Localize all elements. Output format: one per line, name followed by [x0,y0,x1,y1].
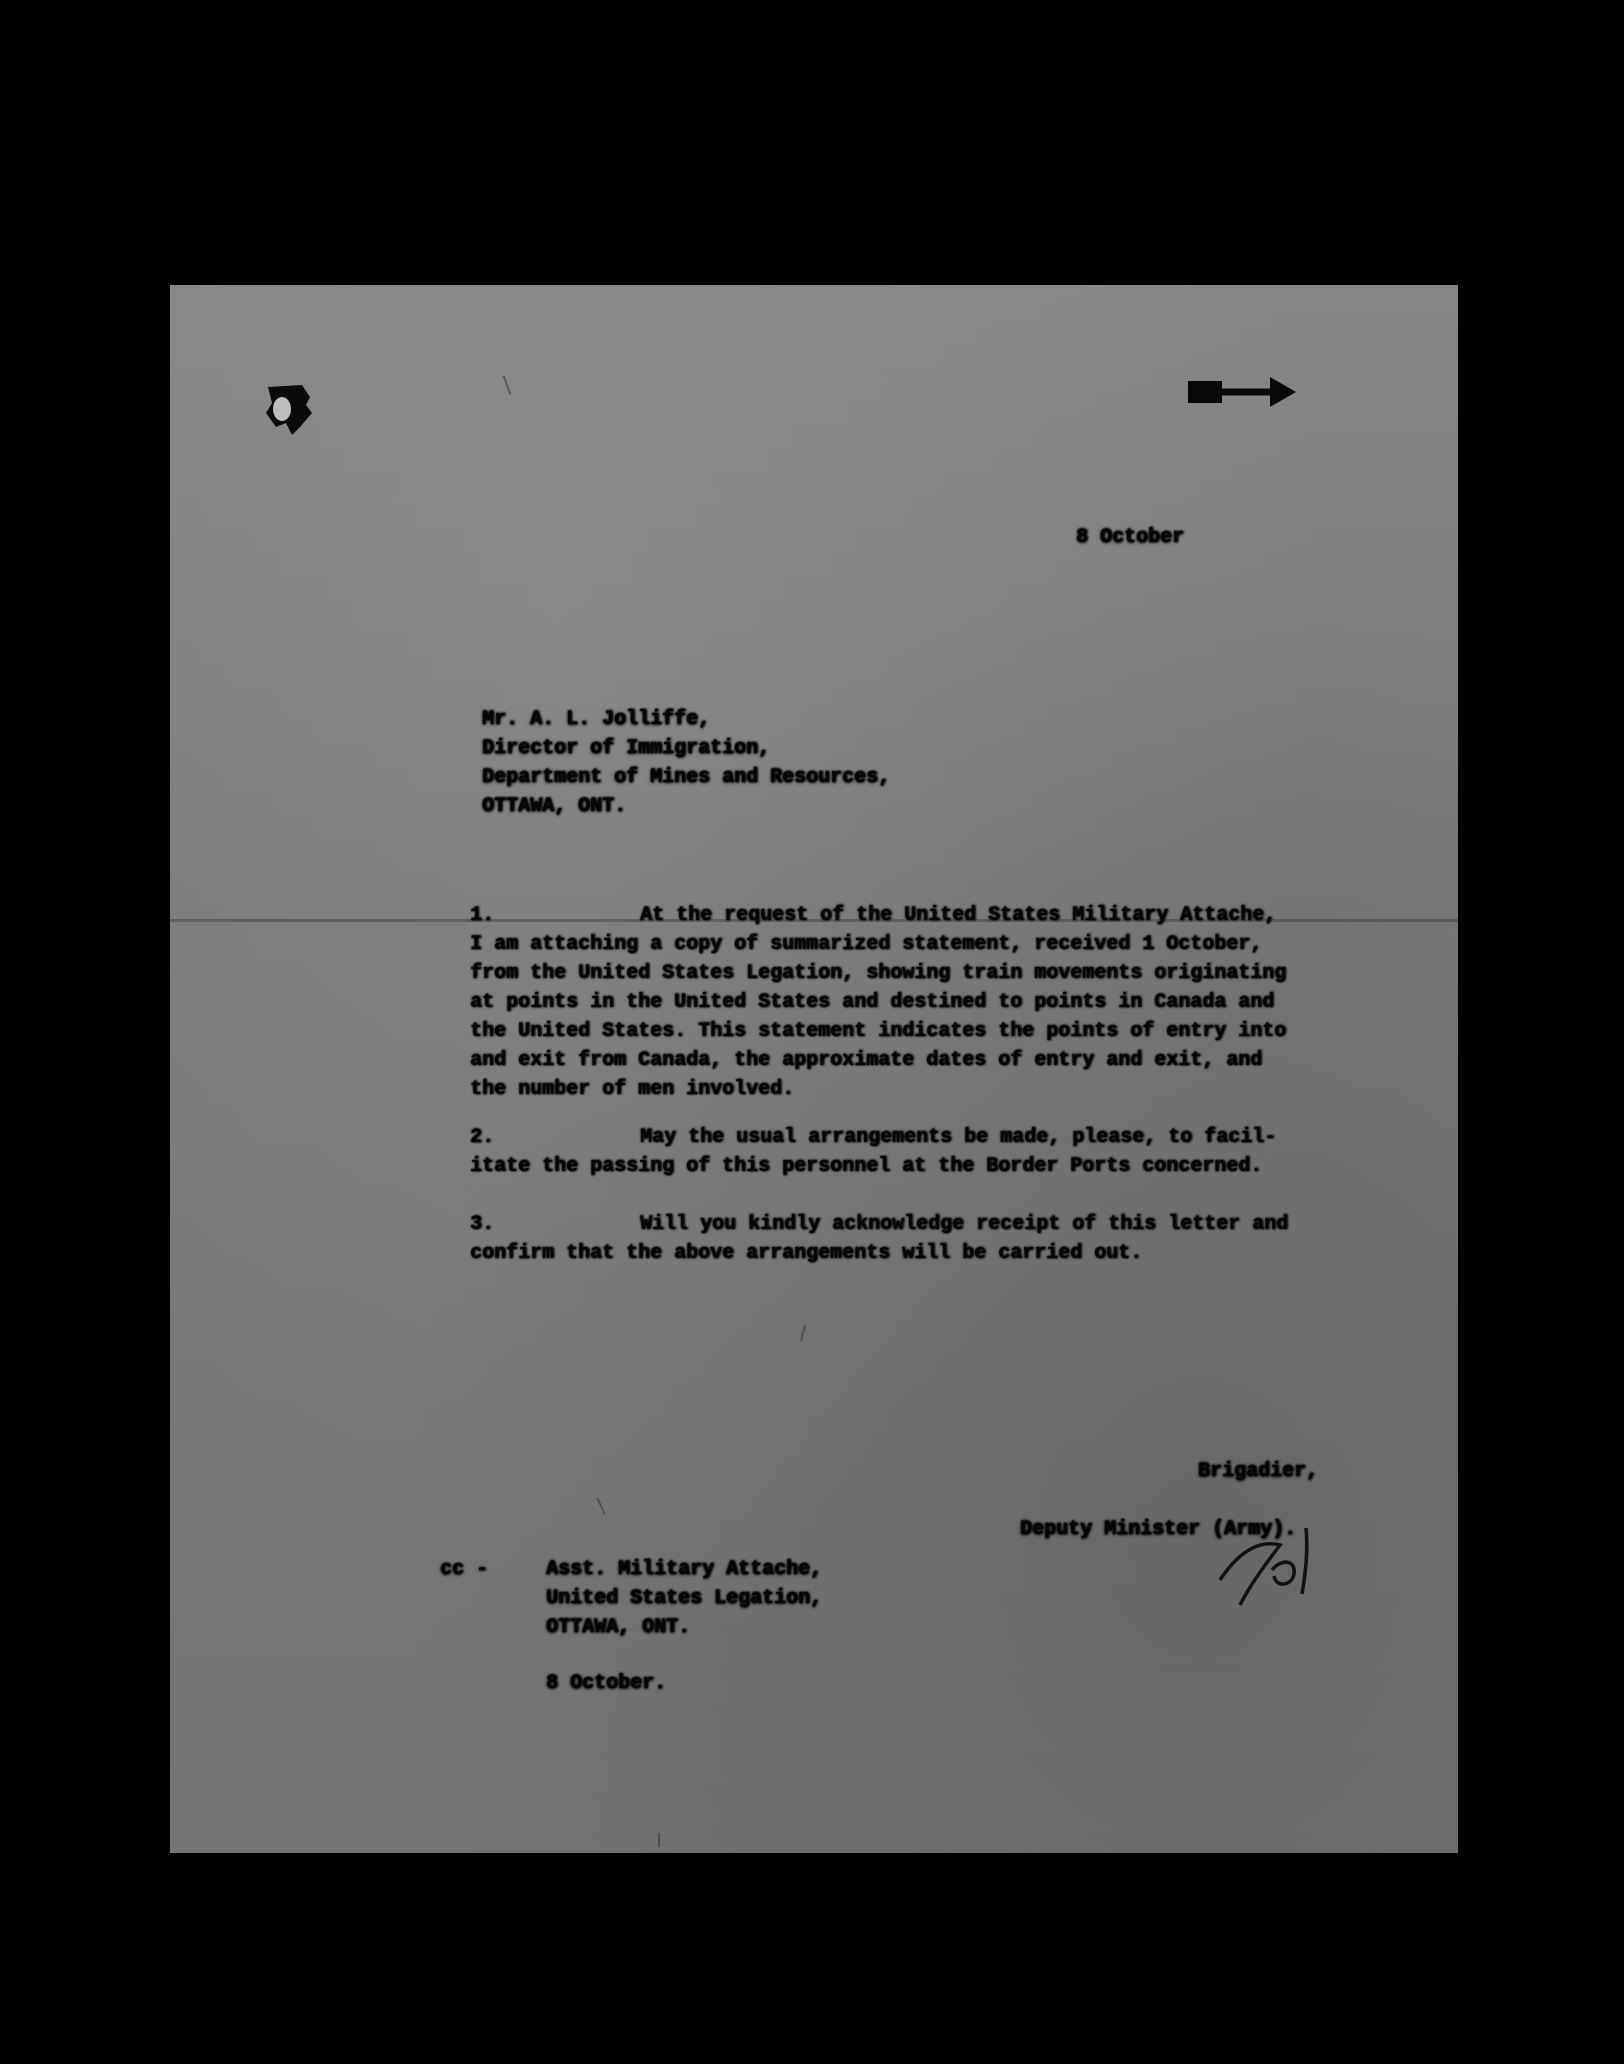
body-paragraph-3 [470,1210,1390,1268]
paragraph-line: I am attaching a copy of summarized statement, received 1 October, [470,933,1263,956]
recipient-line-1: Mr. A. L. Jolliffe, [482,708,711,731]
paragraph-text: At the request of the United States Military Attache, [640,904,1277,927]
film-scratch [658,1833,660,1847]
paragraph-text: May the usual arrangements be made, please, to facil- [640,1126,1277,1149]
body-paragraph-2 [470,1123,1390,1181]
document-page [170,285,1458,1853]
body-paragraph-1 [470,901,1390,1104]
paragraph-line: the United States. This statement indicates the points of entry into [470,1020,1287,1043]
arrow-icon [1188,367,1298,417]
handwritten-signature [1210,1510,1330,1620]
paragraph-number: 2. [470,1126,495,1149]
punched-hole-mark [262,383,314,437]
paragraph-number: 1. [470,904,495,927]
film-scratch [596,1497,605,1514]
paragraph-line: at points in the United States and destined to points in Canada and [470,991,1275,1014]
cc-line-2: United States Legation, [546,1587,823,1610]
recipient-line-3: Department of Mines and Resources, [482,766,891,789]
paragraph-line: confirm that the above arrangements will be carried out. [470,1242,1143,1265]
film-scratch [800,1325,806,1341]
paragraph-line [470,901,1390,930]
paragraph-line: and exit from Canada, the approximate dates of entry and exit, and [470,1049,1263,1072]
paragraph-line: the number of men involved. [470,1078,795,1101]
signature-line-2: Brigadier, [1198,1460,1319,1483]
paragraph-line: itate the passing of this personnel at the Border Ports concerned. [470,1155,1263,1178]
cc-line-3: OTTAWA, ONT. [546,1616,691,1639]
paragraph-line [470,1123,1390,1152]
recipient-line-2: Director of Immigration, [482,737,771,760]
cc-refers-date: 8 October. [546,1672,667,1695]
cc-prefix: cc - [440,1558,489,1581]
paragraph-text: Will you kindly acknowledge receipt of this letter and [640,1213,1289,1236]
paragraph-line: from the United States Legation, showing train movements originating [470,962,1287,985]
signature-line-4: Deputy Minister (Army). [1020,1518,1297,1541]
cc-line-1: Asst. Military Attache, [546,1558,823,1581]
paragraph-number: 3. [470,1213,495,1236]
recipient-line-4: OTTAWA, ONT. [482,795,627,818]
paragraph-line [470,1210,1390,1239]
film-scratch [503,375,512,394]
letter-date: 8 October [1076,526,1185,549]
